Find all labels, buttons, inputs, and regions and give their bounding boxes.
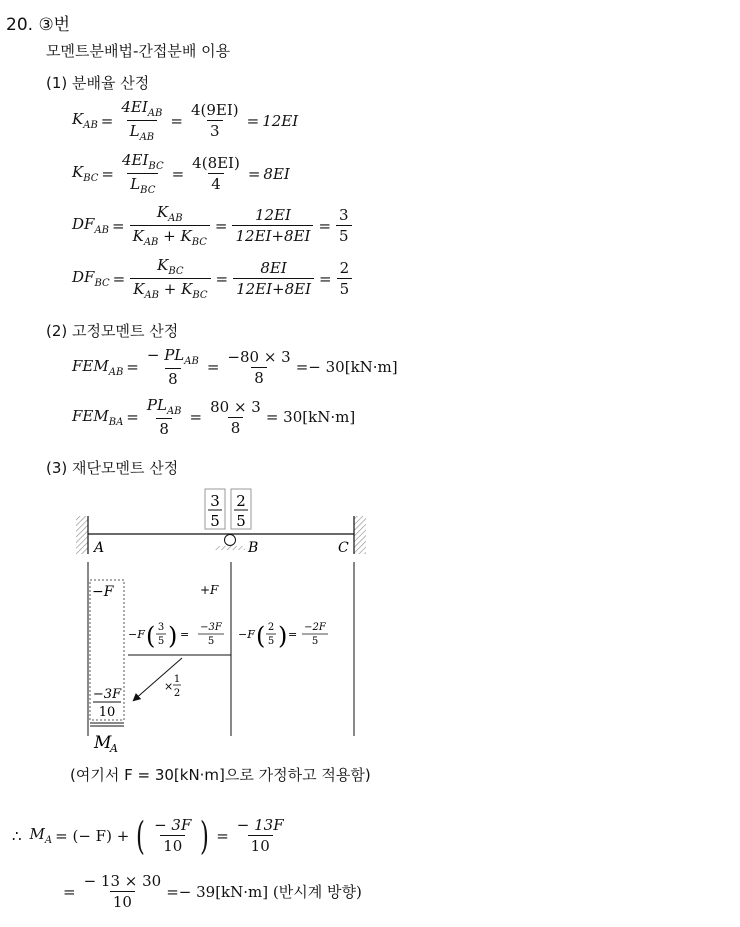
- svg-text:(: (: [256, 622, 266, 650]
- fixed-support-a: [76, 516, 88, 554]
- svg-text:−3F: −3F: [200, 622, 222, 633]
- fixed-support-c: [354, 516, 366, 554]
- svg-text:−2F: −2F: [304, 622, 326, 633]
- moment-a-label: [93, 733, 118, 755]
- problem-title: 20. ③번: [6, 15, 71, 35]
- svg-text:M: M: [94, 733, 112, 753]
- final-equation-line2: = $\frac{- 13 \times 30}{10}$ =− 39[kN·m] (반시계 방향): [63, 872, 362, 911]
- svg-text:3: 3: [210, 492, 220, 510]
- svg-text:×: ×: [164, 680, 174, 693]
- df-box-left: [205, 489, 225, 530]
- svg-text:2: 2: [267, 622, 275, 633]
- svg-text:): ): [278, 622, 288, 650]
- result-moment: [93, 687, 122, 720]
- label-a: A: [94, 540, 105, 556]
- svg-text:−F: −F: [238, 628, 255, 641]
- equation-df-bc: $DF_{BC}$ = $\frac{K_{BC}}{K_{AB} + K_{BC}}$ = $\frac{8EI}{12EI+8EI}$ = $\frac{2}{5}$: [72, 256, 354, 301]
- equation-df-ab: $DF_{AB}$ = $\frac{K_{AB}}{K_{AB} + K_{BC}}$ = $\frac{12EI}{12EI+8EI}$ = $\frac{3}{5}$: [72, 203, 354, 248]
- carry-over-factor: [164, 674, 181, 699]
- svg-text:5: 5: [236, 512, 246, 530]
- equation-fem-ab: $FEM_{AB}$ = $\frac{- PL_{AB}}{8}$ = $\frac{-80 \times 3}{8}$ =− 30[kN·m]: [72, 346, 398, 388]
- svg-text:3: 3: [157, 622, 165, 633]
- equation-k-ab: $K_{AB}$ = $\frac{4EI_{AB}}{L_{AB}}$ = $\frac{4(9EI)}{3}$ = 12EI: [72, 98, 299, 143]
- svg-text:−F: −F: [128, 628, 145, 641]
- svg-text:=: =: [288, 628, 298, 641]
- svg-text:5: 5: [210, 512, 220, 530]
- svg-text:5: 5: [311, 636, 319, 647]
- svg-text:): ): [168, 622, 178, 650]
- moment-distribution-diagram: [70, 486, 380, 756]
- assumption-note: (여기서 F = 30[kN·m]으로 가정하고 적용함): [70, 766, 371, 784]
- svg-text:1: 1: [173, 674, 181, 685]
- svg-text:=: =: [180, 628, 190, 641]
- svg-text:5: 5: [157, 636, 165, 647]
- carry-right-expression: [238, 622, 328, 650]
- roller-support-b: [215, 535, 245, 551]
- section-fixed-end-moment: (2) 고정모멘트 산정: [46, 322, 179, 340]
- initial-moment-a: −F: [92, 584, 114, 600]
- carry-left-expression: [128, 622, 224, 650]
- svg-text:A: A: [110, 742, 118, 755]
- svg-text:(: (: [146, 622, 156, 650]
- df-box-right: [231, 489, 251, 530]
- svg-text:5: 5: [207, 636, 215, 647]
- svg-text:2: 2: [173, 688, 181, 699]
- final-equation-line1: ∴ $M_A$ = (− F) + ( $\frac{- 3F}{10}$ ) = $\frac{- 13F}{10}$: [12, 813, 284, 858]
- equation-fem-ba: $FEM_{BA}$ = $\frac{PL_{AB}}{8}$ = $\frac{80 \times 3}{8}$ = 30[kN·m]: [72, 396, 356, 438]
- method-subtitle: 모멘트분배법-간접분배 이용: [46, 42, 231, 60]
- initial-moment-b: +F: [200, 583, 219, 597]
- label-b: B: [248, 540, 259, 556]
- label-c: C: [338, 540, 349, 556]
- section-end-moment: (3) 재단모멘트 산정: [46, 459, 179, 477]
- svg-text:−3F: −3F: [92, 687, 122, 702]
- svg-text:2: 2: [236, 492, 246, 510]
- svg-text:5: 5: [267, 636, 275, 647]
- section-distribution-factor: (1) 분배율 산정: [46, 74, 150, 92]
- equation-k-bc: $K_{BC}$ = $\frac{4EI_{BC}}{L_{BC}}$ = $\frac{4(8EI)}{4}$ = 8EI: [72, 151, 290, 196]
- svg-text:10: 10: [98, 705, 116, 720]
